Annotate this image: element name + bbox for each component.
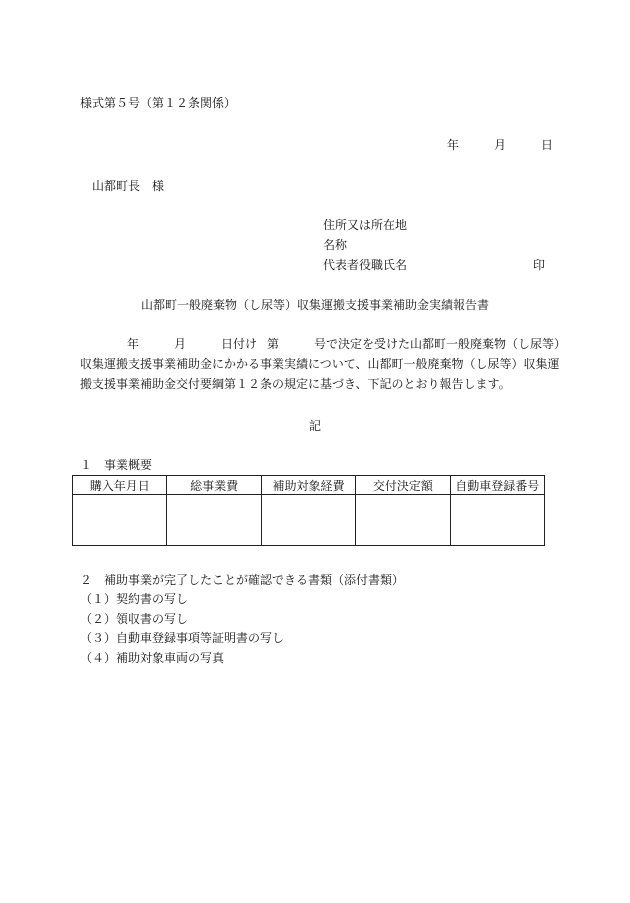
column-total-cost: 総事業費 [167,476,261,495]
section2-heading: ２ 補助事業が完了したことが確認できる書類（添付書類） [80,573,405,587]
applicant-representative-label: 代表者役職氏名 [323,258,408,272]
document-title: 山都町一般廃棄物（し尿等）収集運搬支援事業補助金実績報告書 [140,298,489,312]
column-eligible-cost: 補助対象経費 [261,476,355,495]
body-line2: 収集運搬支援事業補助金にかかる事業実績について、山都町一般廃棄物（し尿等）収集運 [80,357,560,371]
body-line3: 搬支援事業補助金交付要綱第１２条の規定に基づき、下記のとおり報告します。 [80,377,511,391]
cell-total-cost[interactable] [167,495,261,546]
attachment-item: （２）領収書の写し [80,612,189,626]
date-year-label: 年 [447,138,460,152]
date-day-label: 日 [541,138,554,152]
seal-mark: 印 [533,258,546,272]
applicant-name-label: 名称 [323,238,348,252]
attachment-item: （１）契約書の写し [80,592,189,606]
body-dated-label: 日付け [221,337,258,351]
attachment-item: （３）自動車登録事項等証明書の写し [80,631,285,645]
table-row [73,495,545,546]
body-year-label: 年 [127,337,140,351]
column-grant-amount: 交付決定額 [356,476,450,495]
body-number-prefix: 第 [267,337,280,351]
form-number: 様式第５号（第１２条関係） [80,96,237,110]
cell-grant-amount[interactable] [356,495,450,546]
project-summary-table [72,475,545,546]
ki-heading: 記 [308,419,321,433]
addressee: 山都町長 様 [92,179,165,193]
section1-heading: １ 事業概要 [80,458,153,472]
body-month-label: 月 [174,337,187,351]
date-month-label: 月 [494,138,507,152]
column-purchase-date: 購入年月日 [73,476,167,495]
attachment-item: （４）補助対象車両の写真 [80,651,225,665]
cell-purchase-date[interactable] [73,495,167,546]
applicant-address-label: 住所又は所在地 [323,218,408,232]
column-vehicle-registration: 自動車登録番号 [450,476,544,495]
table-header-row [73,476,545,495]
cell-vehicle-registration[interactable] [450,495,544,546]
body-line1-rest: 号で決定を受けた山都町一般廃棄物（し尿等） [314,337,567,351]
cell-eligible-cost[interactable] [261,495,355,546]
